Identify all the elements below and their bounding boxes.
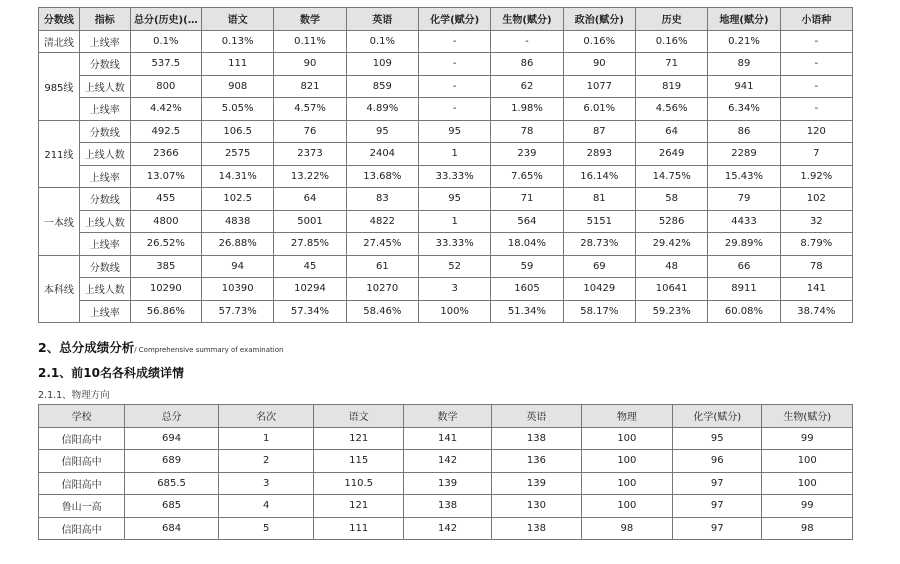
value-cell: 239 [491,143,563,166]
value-cell: 2366 [130,143,201,166]
value-cell: 86 [708,120,780,143]
value-cell: 821 [274,75,346,98]
top10-cell: 694 [125,427,219,450]
value-cell: 859 [346,75,418,98]
top10-cell: 100 [581,450,672,473]
value-cell: - [418,53,490,76]
value-cell: 59 [491,255,563,278]
top10-header-cell: 学校 [39,405,125,428]
group-label-cell: 清北线 [39,30,80,53]
top10-header-cell: 数学 [403,405,491,428]
value-cell: 0.13% [202,30,274,53]
value-cell: 57.34% [274,300,346,323]
value-cell: 79 [708,188,780,211]
value-cell: 4838 [202,210,274,233]
value-cell: 78 [491,120,563,143]
top10-cell: 139 [403,472,491,495]
group-label-cell: 211线 [39,120,80,188]
top10-cell: 99 [762,495,853,518]
top10-cell: 100 [762,450,853,473]
metric-cell: 上线率 [79,233,130,256]
metric-cell: 分数线 [79,188,130,211]
value-cell: 58 [635,188,707,211]
value-cell: 564 [491,210,563,233]
score-table-row [39,30,853,53]
metric-cell: 上线率 [79,165,130,188]
score-header-cell: 政治(赋分) [563,8,635,31]
top10-row [39,517,853,540]
top10-cell: 信阳高中 [39,472,125,495]
top10-cell: 689 [125,450,219,473]
value-cell: 32 [780,210,852,233]
metric-cell: 上线人数 [79,75,130,98]
value-cell: 8.79% [780,233,852,256]
value-cell: 106.5 [202,120,274,143]
metric-cell: 分数线 [79,120,130,143]
value-cell: 10290 [130,278,201,301]
value-cell: 941 [708,75,780,98]
top10-cell: 121 [314,427,403,450]
value-cell: 4822 [346,210,418,233]
value-cell: 16.14% [563,165,635,188]
top10-cell: 138 [492,427,581,450]
value-cell: 71 [635,53,707,76]
value-cell: 2575 [202,143,274,166]
value-cell: - [418,98,490,121]
score-line-table [38,7,853,323]
value-cell: 59.23% [635,300,707,323]
value-cell: 95 [346,120,418,143]
value-cell: 5151 [563,210,635,233]
value-cell: 60.08% [708,300,780,323]
value-cell: 102 [780,188,852,211]
value-cell: 26.88% [202,233,274,256]
score-header-cell: 语文 [202,8,274,31]
value-cell: 51.34% [491,300,563,323]
value-cell: 5286 [635,210,707,233]
value-cell: 6.34% [708,98,780,121]
metric-cell: 上线人数 [79,143,130,166]
value-cell: 48 [635,255,707,278]
top10-cell: 110.5 [314,472,403,495]
top10-cell: 685 [125,495,219,518]
value-cell: 4.89% [346,98,418,121]
score-table-header-row [39,8,853,31]
top10-row [39,495,853,518]
metric-cell: 上线率 [79,98,130,121]
value-cell: 95 [418,120,490,143]
top10-cell: 1 [218,427,314,450]
value-cell: 27.45% [346,233,418,256]
value-cell: 66 [708,255,780,278]
value-cell: - [780,30,852,53]
value-cell: 2373 [274,143,346,166]
value-cell: 90 [274,53,346,76]
score-table-row [39,165,853,188]
section-2-1-1-heading: 2.1.1、物理方向 [38,390,110,401]
metric-cell: 分数线 [79,255,130,278]
group-label-cell: 一本线 [39,188,80,256]
value-cell: 64 [635,120,707,143]
value-cell: 27.85% [274,233,346,256]
top10-cell: 111 [314,517,403,540]
value-cell: 800 [130,75,201,98]
top10-header-cell: 名次 [218,405,314,428]
value-cell: 86 [491,53,563,76]
value-cell: 455 [130,188,201,211]
top10-row [39,472,853,495]
score-header-cell: 总分(历史)(… [130,8,201,31]
value-cell: 4.57% [274,98,346,121]
value-cell: - [780,98,852,121]
value-cell: 62 [491,75,563,98]
value-cell: 4.42% [130,98,201,121]
top10-cell: 100 [581,472,672,495]
value-cell: 0.1% [346,30,418,53]
score-table-row [39,98,853,121]
score-header-cell: 英语 [346,8,418,31]
top10-cell: 97 [673,472,762,495]
value-cell: 6.01% [563,98,635,121]
top10-cell: 142 [403,517,491,540]
value-cell: 8911 [708,278,780,301]
score-table-row [39,210,853,233]
value-cell: - [418,30,490,53]
value-cell: 56.86% [130,300,201,323]
score-table-row [39,188,853,211]
top10-cell: 4 [218,495,314,518]
value-cell: 1.92% [780,165,852,188]
top10-cell: 141 [403,427,491,450]
value-cell: 2404 [346,143,418,166]
value-cell: 0.11% [274,30,346,53]
value-cell: 28.73% [563,233,635,256]
top10-cell: 3 [218,472,314,495]
value-cell: 90 [563,53,635,76]
value-cell: 1.98% [491,98,563,121]
metric-cell: 上线人数 [79,210,130,233]
value-cell: 64 [274,188,346,211]
value-cell: 141 [780,278,852,301]
top10-cell: 100 [581,427,672,450]
value-cell: 537.5 [130,53,201,76]
value-cell: 13.22% [274,165,346,188]
score-header-cell: 分数线 [39,8,80,31]
top10-cell: 138 [492,517,581,540]
top10-header-cell: 生物(赋分) [762,405,853,428]
score-header-cell: 指标 [79,8,130,31]
top10-cell: 鲁山一高 [39,495,125,518]
value-cell: 10641 [635,278,707,301]
top10-header-row [39,405,853,428]
value-cell: 69 [563,255,635,278]
top10-cell: 100 [762,472,853,495]
top10-row [39,450,853,473]
value-cell: 83 [346,188,418,211]
top10-cell: 685.5 [125,472,219,495]
value-cell: - [418,75,490,98]
top10-table [38,404,853,540]
top10-cell: 100 [581,495,672,518]
score-table-row [39,278,853,301]
value-cell: 0.16% [635,30,707,53]
group-label-cell: 本科线 [39,255,80,323]
score-table-row [39,143,853,166]
top10-cell: 97 [673,495,762,518]
top10-cell: 98 [581,517,672,540]
value-cell: 78 [780,255,852,278]
value-cell: 10429 [563,278,635,301]
value-cell: 33.33% [418,165,490,188]
value-cell: - [491,30,563,53]
value-cell: 76 [274,120,346,143]
top10-cell: 130 [492,495,581,518]
value-cell: 111 [202,53,274,76]
metric-cell: 分数线 [79,53,130,76]
value-cell: 0.16% [563,30,635,53]
section-2-title: 2、总分成绩分析 [38,340,135,355]
value-cell: 492.5 [130,120,201,143]
value-cell: 102.5 [202,188,274,211]
value-cell: 2893 [563,143,635,166]
score-header-cell: 化学(赋分) [418,8,490,31]
top10-cell: 95 [673,427,762,450]
top10-cell: 138 [403,495,491,518]
value-cell: 29.89% [708,233,780,256]
value-cell: 95 [418,188,490,211]
value-cell: - [780,75,852,98]
top10-cell: 97 [673,517,762,540]
value-cell: 1605 [491,278,563,301]
value-cell: 57.73% [202,300,274,323]
value-cell: 7.65% [491,165,563,188]
score-header-cell: 小语种 [780,8,852,31]
score-table-row [39,120,853,143]
value-cell: 89 [708,53,780,76]
score-table-row [39,255,853,278]
value-cell: 1 [418,143,490,166]
value-cell: 3 [418,278,490,301]
value-cell: 33.33% [418,233,490,256]
value-cell: 81 [563,188,635,211]
value-cell: 120 [780,120,852,143]
metric-cell: 上线人数 [79,278,130,301]
score-table-row [39,233,853,256]
top10-cell: 5 [218,517,314,540]
score-header-cell: 地理(赋分) [708,8,780,31]
top10-cell: 信阳高中 [39,427,125,450]
value-cell: 13.07% [130,165,201,188]
value-cell: 18.04% [491,233,563,256]
score-header-cell: 历史 [635,8,707,31]
top10-cell: 2 [218,450,314,473]
top10-row [39,427,853,450]
top10-cell: 98 [762,517,853,540]
value-cell: 0.1% [130,30,201,53]
top10-cell: 684 [125,517,219,540]
value-cell: 100% [418,300,490,323]
top10-cell: 99 [762,427,853,450]
top10-header-cell: 英语 [492,405,581,428]
value-cell: 1 [418,210,490,233]
score-header-cell: 数学 [274,8,346,31]
score-table-row [39,300,853,323]
value-cell: 5001 [274,210,346,233]
top10-header-cell: 物理 [581,405,672,428]
value-cell: 58.17% [563,300,635,323]
value-cell: 4433 [708,210,780,233]
value-cell: 52 [418,255,490,278]
value-cell: 94 [202,255,274,278]
value-cell: 61 [346,255,418,278]
top10-cell: 139 [492,472,581,495]
value-cell: 908 [202,75,274,98]
value-cell: 109 [346,53,418,76]
value-cell: 10294 [274,278,346,301]
top10-cell: 142 [403,450,491,473]
value-cell: 45 [274,255,346,278]
value-cell: 71 [491,188,563,211]
top10-header-cell: 化学(赋分) [673,405,762,428]
section-2-1-heading: 2.1、前10名各科成绩详情 [38,366,184,380]
value-cell: 4.56% [635,98,707,121]
value-cell: 38.74% [780,300,852,323]
value-cell: 87 [563,120,635,143]
value-cell: 385 [130,255,201,278]
value-cell: 10390 [202,278,274,301]
section-2-heading [38,338,283,356]
score-header-cell: 生物(赋分) [491,8,563,31]
top10-cell: 136 [492,450,581,473]
value-cell: 7 [780,143,852,166]
value-cell: 13.68% [346,165,418,188]
value-cell: 819 [635,75,707,98]
value-cell: 2649 [635,143,707,166]
top10-cell: 96 [673,450,762,473]
metric-cell: 上线率 [79,30,130,53]
value-cell: 1077 [563,75,635,98]
top10-header-cell: 语文 [314,405,403,428]
value-cell: 14.75% [635,165,707,188]
value-cell: 26.52% [130,233,201,256]
value-cell: - [780,53,852,76]
score-table-row [39,75,853,98]
top10-cell: 121 [314,495,403,518]
value-cell: 0.21% [708,30,780,53]
score-table-row [39,53,853,76]
value-cell: 5.05% [202,98,274,121]
section-2-subtitle: / Comprehensive summary of examination [134,346,284,354]
top10-header-cell: 总分 [125,405,219,428]
top10-cell: 信阳高中 [39,450,125,473]
group-label-cell: 985线 [39,53,80,121]
value-cell: 4800 [130,210,201,233]
top10-cell: 115 [314,450,403,473]
value-cell: 58.46% [346,300,418,323]
top10-cell: 信阳高中 [39,517,125,540]
value-cell: 2289 [708,143,780,166]
value-cell: 10270 [346,278,418,301]
value-cell: 29.42% [635,233,707,256]
value-cell: 15.43% [708,165,780,188]
value-cell: 14.31% [202,165,274,188]
metric-cell: 上线率 [79,300,130,323]
